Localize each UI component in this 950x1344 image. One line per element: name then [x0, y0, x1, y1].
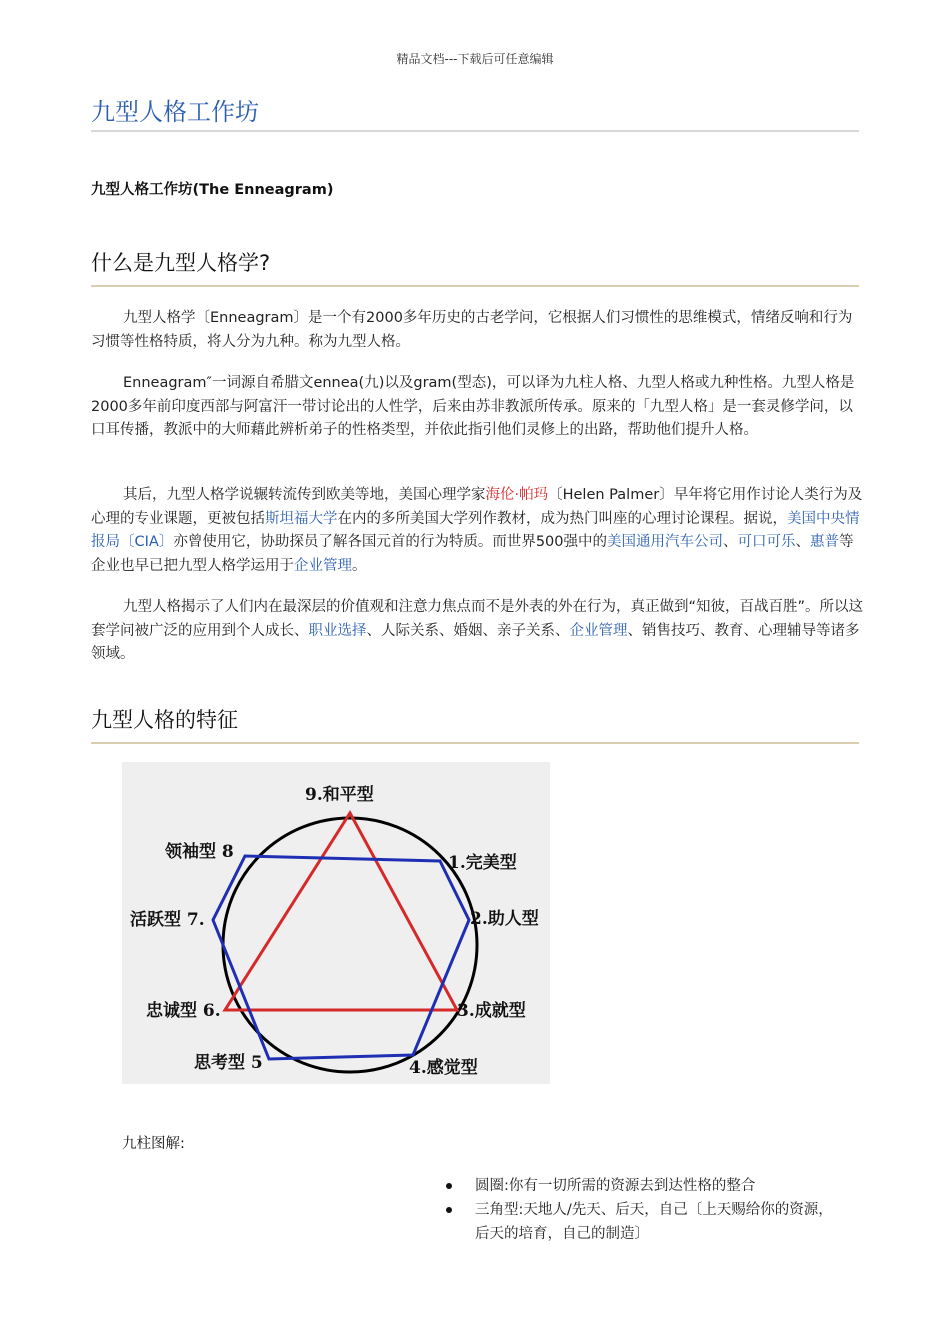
- label-type-7: 活跃型 7.: [130, 910, 205, 930]
- link-enterprise-management-2[interactable]: 企业管理: [569, 622, 628, 639]
- label-type-1: 1.完美型: [448, 853, 517, 873]
- label-type-5: 思考型 5: [194, 1053, 263, 1073]
- link-stanford[interactable]: 斯坦福大学: [265, 510, 338, 527]
- subtitle: 九型人格工作坊(The Enneagram): [91, 182, 334, 198]
- paragraph-intro: 九型人格学〔Enneagram〕是一个有2000多年历史的古老学问，它根据人们习惯性的思维模式，情绪反响和行为习惯等性格特质，将人分为九种。称为九型人格。: [91, 310, 853, 350]
- link-helen-palmer[interactable]: 海伦·帕玛: [485, 487, 549, 503]
- enneagram-hexad: [213, 856, 469, 1059]
- paragraph-etymology: Enneagram″一词源自希腊文ennea(九)以及gram(型态)，可以译为九柱人格、九型人格或九种性格。九型人格是2000多年前印度西部与阿富汗一带讨论出的人性学，后来由苏非教派所传承。原来的「九型人格」是一套灵修学问，以口耳传播，教派中的大师藉此辨析弟子的性格类型，并依此指引他们灵修上的出路，帮助他们提升人格。: [91, 375, 855, 438]
- section-divider: [91, 742, 859, 744]
- title-divider: [91, 130, 859, 132]
- text: 等企业也早已把九型人格学运用于: [91, 534, 854, 574]
- link-general-motors[interactable]: 美国通用汽车公司: [607, 534, 724, 550]
- label-type-4: 4.感觉型: [409, 1058, 478, 1078]
- label-type-3: 3.成就型: [457, 1001, 526, 1021]
- link-hp[interactable]: 惠普: [810, 534, 840, 550]
- label-type-9: 9.和平型: [305, 785, 374, 805]
- paragraph-history: [91, 484, 866, 578]
- page-header: 精品文档---下载后可任意编辑: [396, 52, 554, 66]
- enneagram-triangle: [225, 813, 457, 1010]
- bullet-list: [444, 1174, 844, 1246]
- list-item-text: 圆圈:你有一切所需的资源去到达性格的整合: [475, 1178, 756, 1194]
- text: 九型人格揭示了人们内在最深层的价值观和注意力焦点而不是外表的外在行为，真正做到“知彼，百战百胜”。所以这套学问被广泛的应用到个人成长、: [91, 599, 864, 639]
- section-heading-features: 九型人格的特征: [91, 708, 238, 732]
- text: 、: [795, 534, 811, 550]
- text: 〔Helen Palmer〕早年将它用作讨论人类行为及心理的专业课题，更被包括: [91, 487, 863, 527]
- list-item: [444, 1174, 844, 1198]
- page-title: 九型人格工作坊: [91, 98, 259, 126]
- paragraph-applications: [91, 596, 866, 667]
- text: 、销售技巧、教育、心理辅导等诸多领域。: [91, 622, 860, 662]
- bullet-icon: [446, 1207, 452, 1213]
- link-coca-cola[interactable]: 可口可乐: [737, 534, 796, 550]
- label-type-8: 领袖型 8: [165, 842, 234, 862]
- label-type-6: 忠诚型 6.: [146, 1001, 221, 1021]
- link-cia[interactable]: 美国中央情报局〔CIA〕: [91, 510, 860, 550]
- text: 在内的多所美国大学列作教材，成为热门叫座的心理讨论课程。据说，: [337, 510, 787, 527]
- text: 、人际关系、婚姻、亲子关系、: [366, 622, 570, 639]
- text: 、: [723, 534, 738, 550]
- section-heading-what-is: 什么是九型人格学?: [91, 251, 271, 275]
- enneagram-diagram: [122, 762, 550, 1084]
- list-item: [444, 1198, 844, 1246]
- text: 其后，九型人格学说辗转流传到欧美等地，美国心理学家: [123, 487, 486, 503]
- list-item-text: 三角型:天地人/先天、后天，自己〔上天赐给你的资源，后天的培育，自己的制造〕: [475, 1202, 833, 1242]
- label-type-2: 2.助人型: [470, 909, 539, 929]
- bullet-icon: [446, 1183, 452, 1189]
- link-enterprise-management[interactable]: 企业管理: [294, 557, 352, 574]
- section-divider: [91, 285, 859, 287]
- enneagram-svg: [122, 762, 550, 1084]
- text: 。: [352, 557, 367, 574]
- diagram-caption: 九柱图解:: [122, 1136, 185, 1152]
- text: 亦曾使用它，协助探员了解各国元首的行为特质。而世界500强中的: [173, 534, 608, 550]
- link-career-choice[interactable]: 职业选择: [308, 622, 367, 639]
